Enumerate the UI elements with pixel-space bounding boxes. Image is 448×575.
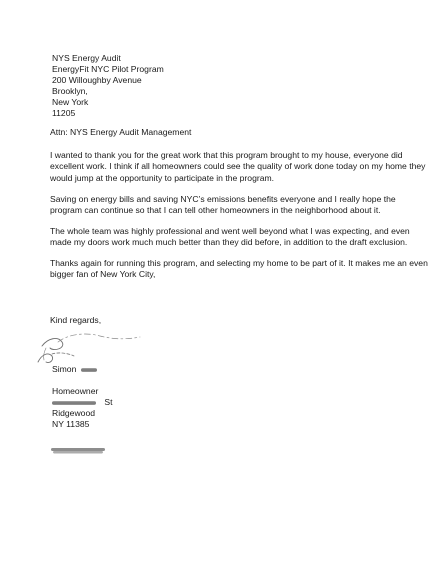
recipient-address <box>52 53 352 118</box>
attention-line: Attn: NYS Energy Audit Management <box>50 127 192 137</box>
handwritten-signature <box>28 318 168 370</box>
body-paragraph-3: The whole team was highly professional and went well beyond what I was expecting, and even made my doors work much much better than they did before, in addition to the draft exclusion. <box>50 226 410 248</box>
redacted-contact-line <box>50 446 108 456</box>
signer-state-zip: NY 11385 <box>52 419 90 429</box>
address-line-program: EnergyFit NYC Pilot Program <box>52 63 164 74</box>
address-line-org: NYS Energy Audit <box>52 53 121 63</box>
signer-street-suffix: St <box>104 397 113 407</box>
redacted-street <box>52 401 96 405</box>
signer-street-row <box>52 397 113 408</box>
body-paragraph-4: Thanks again for running this program, and selecting my home to be part of it. It makes me an even bigger fan of New York City, <box>50 258 428 280</box>
address-line-borough: Brooklyn, <box>52 85 88 96</box>
body-paragraph-1: I wanted to thank you for the great work that this program brought to my house, everyone did excellent work. I think if all homeowners could see the quality of work done today on my home they would jump at the opportunity to participate in the program. <box>50 150 426 183</box>
signer-first-name: Simon <box>52 364 77 374</box>
address-line-street: 200 Willoughby Avenue <box>52 74 142 85</box>
body-paragraph-2: Saving on energy bills and saving NYC’s emissions benefits everyone and I really hope the program can continue so that I can tell other homeowners in the neighborhood about it. <box>50 194 396 216</box>
address-line-zip: 11205 <box>52 107 76 118</box>
address-line-state: New York <box>52 96 89 107</box>
closing-line: Kind regards, <box>50 315 102 325</box>
redacted-surname <box>81 368 97 372</box>
signer-role: Homeowner <box>52 386 99 396</box>
signer-name-row <box>52 364 97 375</box>
signer-city: Ridgewood <box>52 408 95 418</box>
